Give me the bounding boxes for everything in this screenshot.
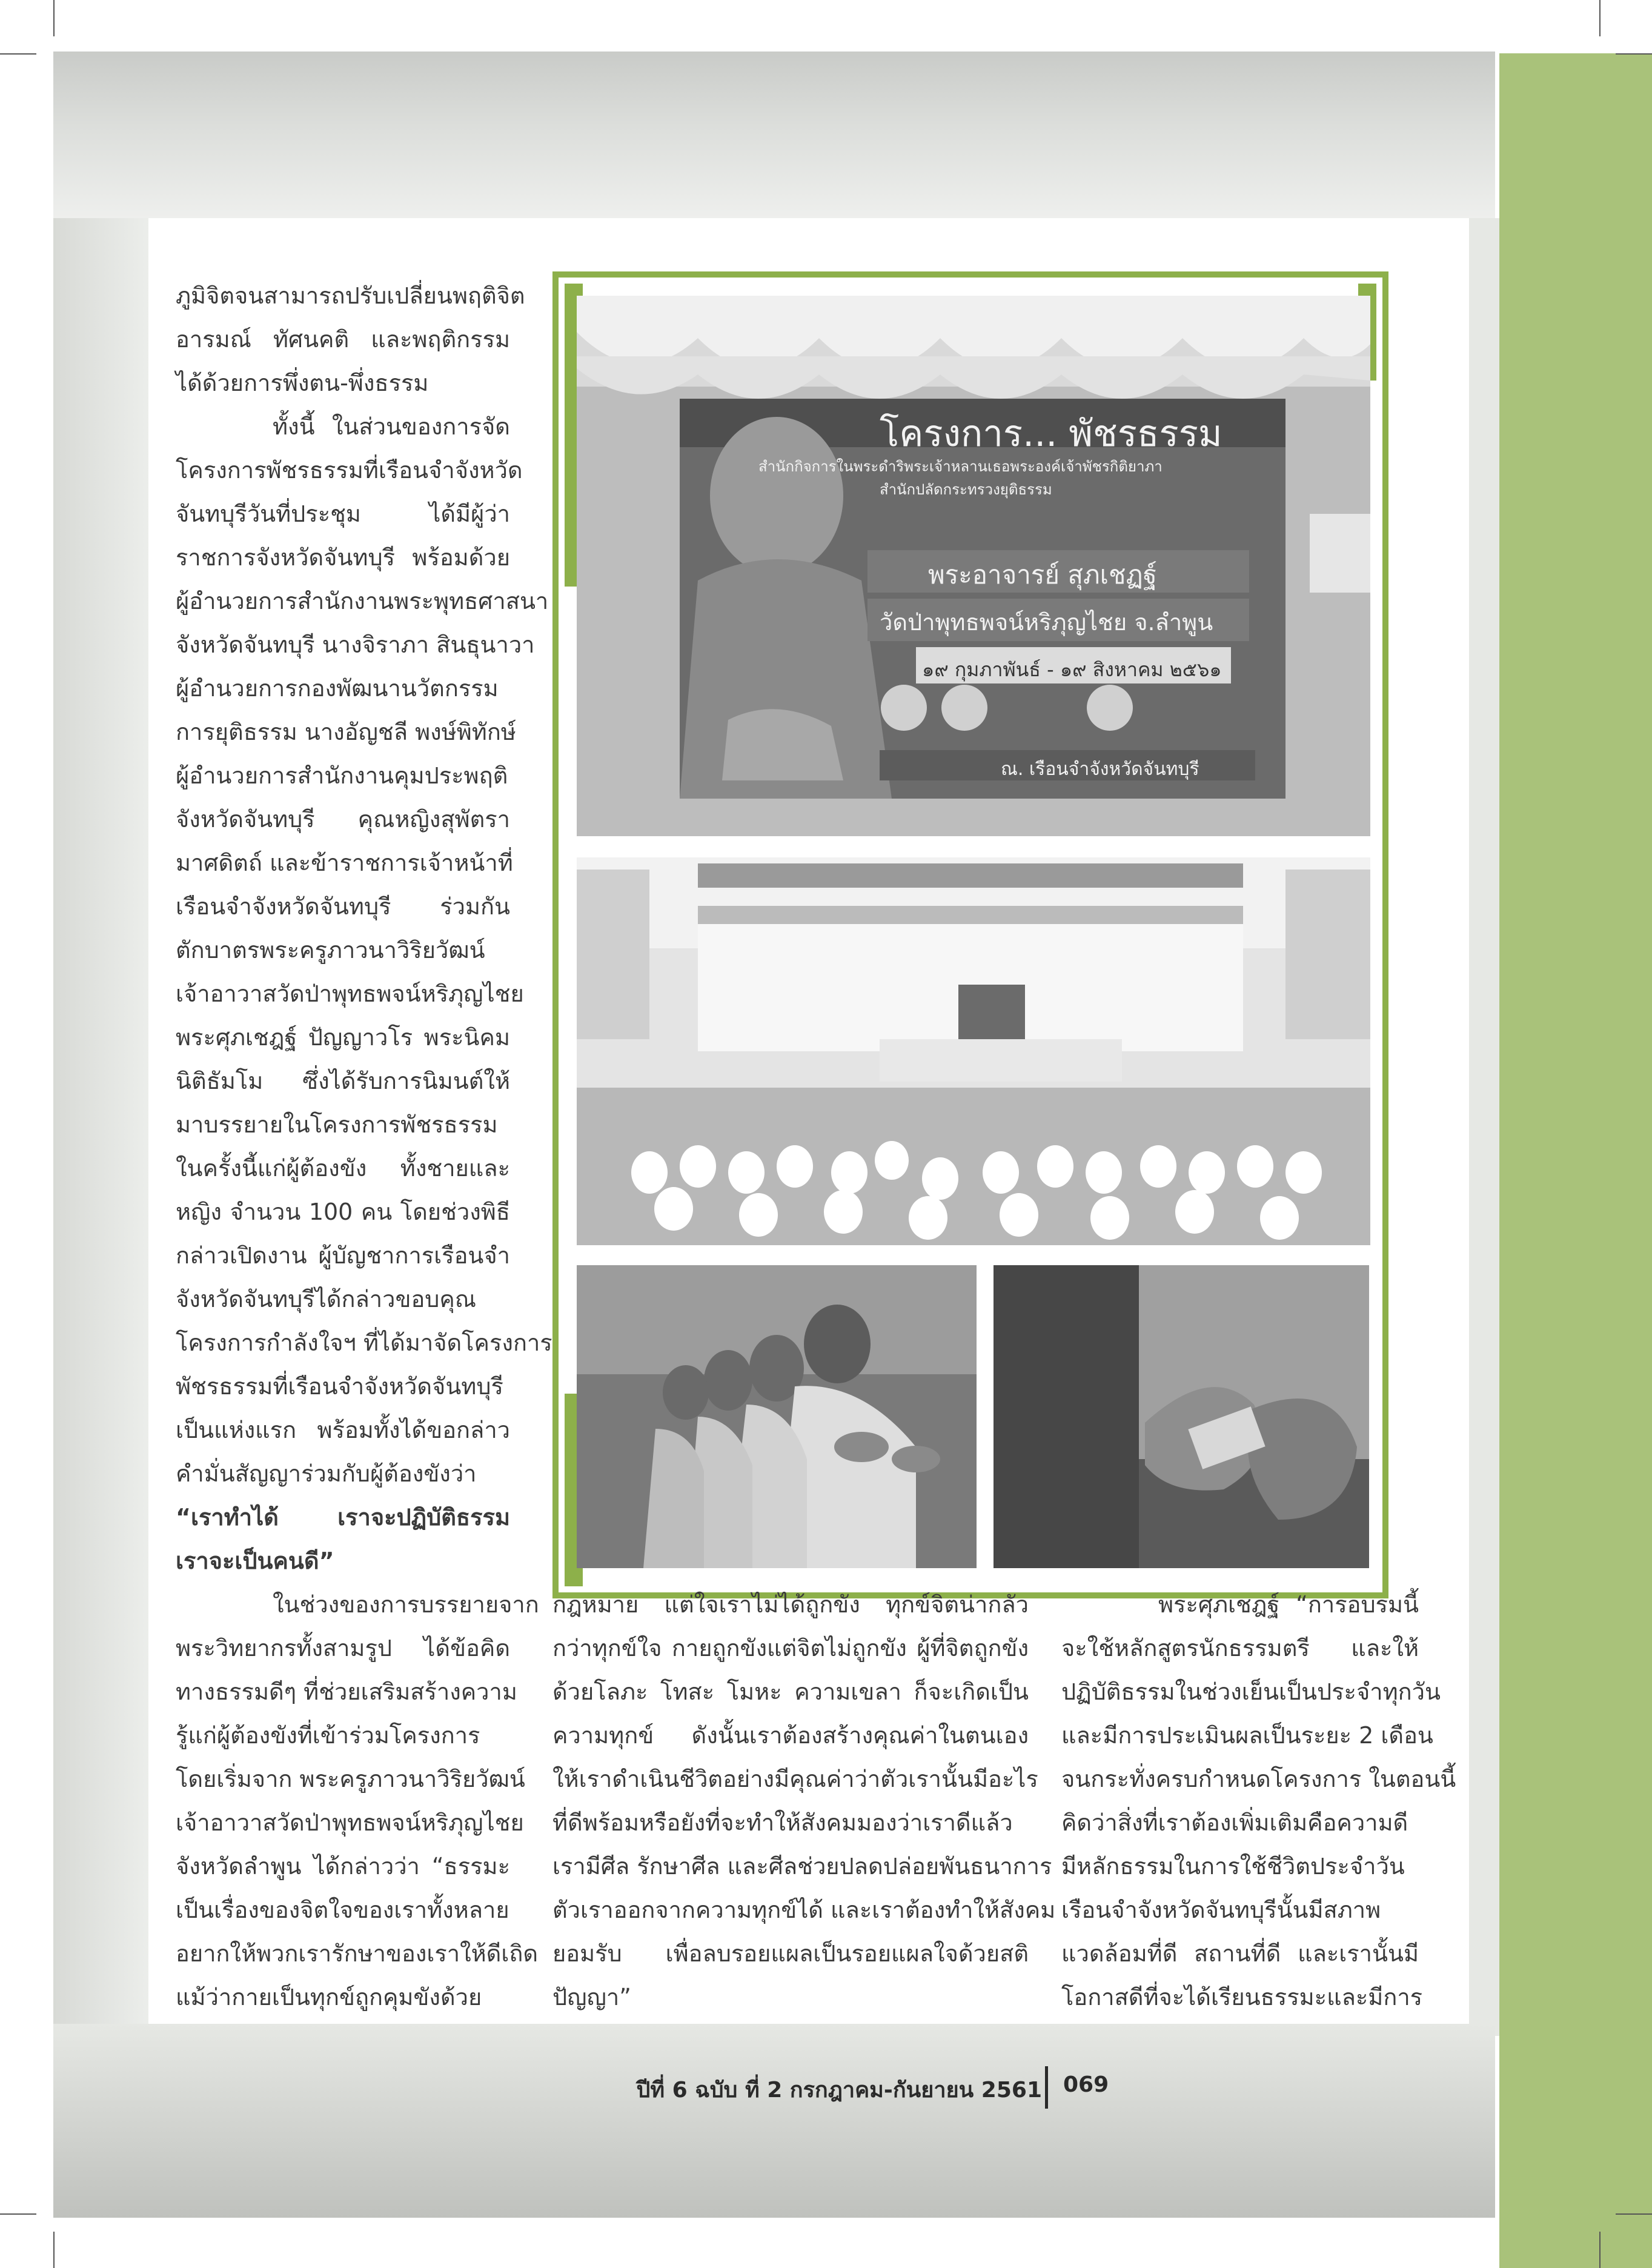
banner-photo <box>577 296 1370 836</box>
crop-mark <box>1616 53 1652 55</box>
text-line: คำมั่นสัญญาร่วมกับผู้ต้องขังว่า <box>176 1460 477 1487</box>
text-line: พัชรธรรมที่เรือนจำจังหวัดจันทบุรี <box>176 1373 503 1400</box>
text-line: เจ้าอาวาสวัดป่าพุทธพจน์หริภุญไชย <box>176 980 524 1007</box>
text-line: จะใช้หลักสูตรนักธรรมตรี และให้ <box>1061 1635 1419 1661</box>
text-line: พระศุภเชฎฐ์ “การอบรมนี้ <box>1158 1591 1419 1618</box>
text-line: เรือนจำจังหวัดจันทบุรี ร่วมกัน <box>176 893 510 920</box>
text-line: ได้ด้วยการพึ่งตน-พึ่งธรรม <box>176 370 429 396</box>
text-line: จนกระทั่งครบกำหนดโครงการ ในตอนนี้ <box>1061 1766 1456 1792</box>
text-line: ผู้อำนวยการสำนักงานพระพุทธศาสนา <box>176 588 549 614</box>
banner-dates: ๑๙ กุมภาพันธ์ - ๑๙ สิงหาคม ๒๕๖๑ <box>922 658 1222 681</box>
crop-mark <box>53 2232 55 2268</box>
text-line: นิติธัมโม ซึ่งได้รับการนิมนต์ให้ <box>176 1068 510 1094</box>
text-line: ผู้อำนวยการกองพัฒนานวัตกรรม <box>176 675 499 702</box>
text-line: อยากให้พวกเรารักษาของเราให้ดีเถิด <box>176 1940 539 1967</box>
text-line: จังหวัดจันทบุรี คุณหญิงสุพัตรา <box>176 806 510 833</box>
text-line: จังหวัดจันทบุรีได้กล่าวขอบคุณ <box>176 1286 477 1312</box>
text-line: รู้แก่ผู้ต้องขังที่เข้าร่วมโครงการ <box>176 1722 480 1749</box>
page-number: 069 <box>1063 2072 1109 2097</box>
crop-mark <box>0 2213 36 2215</box>
text-line: จังหวัดจันทบุรี นางจิราภา สินธุนาวา <box>176 631 535 658</box>
text-line: กว่าทุกข์ใจ กายถูกขังแต่จิตไม่ถูกขัง ผู้ที่จิตถูกขัง <box>552 1635 1029 1661</box>
text-line: กล่าวเปิดงาน ผู้บัญชาการเรือนจำ <box>176 1242 510 1269</box>
text-line: ตัวเราออกจากความทุกข์ได้ และเราต้องทำให้สังคม <box>552 1897 1056 1923</box>
text-line: ด้วยโลภะ โทสะ โมหะ ความเขลา ก็จะเกิดเป็น <box>552 1678 1029 1705</box>
text-line: ทั้งนี้ ในส่วนของการจัด <box>273 413 510 440</box>
footer-divider <box>1045 2066 1048 2109</box>
text-line: มาบรรยายในโครงการพัชรธรรม <box>176 1111 498 1138</box>
banner-subtitle: สำนักกิจการในพระดำริพระเจ้าหลานเธอพระองค์เจ้าพัชรกิติยาภา <box>758 458 1163 475</box>
text-line: โครงการพัชรธรรมที่เรือนจำจังหวัด <box>176 457 523 484</box>
text-line: ในครั้งนี้แก่ผู้ต้องขัง ทั้งชายและ <box>176 1155 510 1182</box>
text-line: ตักบาตรพระครูภาวนาวิริยวัฒน์ <box>176 937 485 963</box>
text-line: พระศุภเชฎฐ์ ปัญญาวโร พระนิคม <box>176 1024 510 1051</box>
left-background-image <box>53 218 150 2036</box>
text-line: จันทบุรีวันที่ประชุม ได้มีผู้ว่า <box>176 500 510 527</box>
banner-monk-name: พระอาจารย์ สุภเชฏฐ์ <box>928 560 1157 590</box>
text-line: ให้เราดำเนินชีวิตอย่างมีคุณค่าว่าตัวเรานั้นมีอะไร <box>552 1766 1038 1792</box>
text-line: หญิง จำนวน 100 คน โดยช่วงพิธี <box>176 1199 510 1225</box>
text-line: ภูมิจิตจนสามารถปรับเปลี่ยนพฤติจิต <box>176 282 525 309</box>
header-background-image <box>53 52 1495 218</box>
quote-line: เราจะเป็นคนดี” <box>176 1548 334 1574</box>
text-line: เจ้าอาวาสวัดป่าพุทธพจน์หริภุญไชย <box>176 1809 524 1836</box>
banner-title: โครงการ... พัชรธรรม <box>880 413 1222 455</box>
middle-column <box>552 1583 1056 2019</box>
praying-photo <box>577 1265 977 1568</box>
text-line: อารมณ์ ทัศนคติ และพฤติกรรม <box>176 326 510 353</box>
text-line: พระวิทยากรทั้งสามรูป ได้ข้อคิด <box>176 1635 510 1661</box>
text-line: และมีการประเมินผลเป็นระยะ 2 เดือน <box>1061 1722 1433 1749</box>
crop-mark <box>1599 2232 1601 2268</box>
text-line: การยุติธรรม นางอัญชลี พงษ์พิทักษ์ <box>176 719 516 745</box>
text-line: โครงการกำลังใจฯ ที่ได้มาจัดโครงการ <box>176 1329 552 1356</box>
text-line: ปัญญา” <box>552 1984 631 2010</box>
text-line: ทางธรรมดีๆ ที่ช่วยเสริมสร้างความ <box>176 1678 517 1705</box>
banner-venue: ณ. เรือนจำจังหวัดจันทบุรี <box>1001 759 1199 780</box>
left-column <box>176 274 552 2019</box>
text-line: มีหลักธรรมในการใช้ชีวิตประจำวัน <box>1061 1853 1405 1880</box>
text-line: ในช่วงของการบรรยายจาก <box>273 1591 539 1618</box>
text-line: เป็นเรื่องของจิตใจของเราทั้งหลาย <box>176 1897 509 1923</box>
right-background-edge <box>1469 218 1499 2036</box>
text-line: จังหวัดลำพูน ได้กล่าวว่า “ธรรมะ <box>176 1853 510 1880</box>
text-line: กฎหมาย แต่ใจเราไม่ได้ถูกขัง ทุกข์จิตน่ากลัว <box>552 1591 1029 1618</box>
banner-subtitle2: สำนักปลัดกระทรวงยุติธรรม <box>880 481 1052 498</box>
footer-background-image <box>53 2024 1495 2218</box>
text-line: แม้ว่ากายเป็นทุกข์ถูกคุมขังด้วย <box>176 1984 482 2010</box>
text-line: ความทุกข์ ดังนั้นเราต้องสร้างคุณค่าในตนเอง <box>552 1722 1029 1749</box>
text-line: โอกาสดีที่จะได้เรียนธรรมะและมีการ <box>1061 1984 1423 2010</box>
hall-photo <box>577 857 1370 1245</box>
quote-line: “เราทำได้ เราจะปฏิบัติธรรม <box>176 1504 510 1531</box>
green-side-strip <box>1499 53 1652 2268</box>
right-column <box>1061 1583 1456 2019</box>
text-line: เรือนจำจังหวัดจันทบุรีนั้นมีสภาพ <box>1061 1897 1381 1923</box>
text-line: ยอมรับ เพื่อลบรอยแผลเป็นรอยแผลใจด้วยสติ <box>552 1940 1029 1967</box>
text-line: มาศดิตถ์ และข้าราชการเจ้าหน้าที่ <box>176 850 513 876</box>
text-line: แวดล้อมที่ดี สถานที่ดี และเรานั้นมี <box>1061 1940 1419 1967</box>
text-line: โดยเริ่มจาก พระครูภาวนาวิริยวัฒน์ <box>176 1766 525 1792</box>
crop-mark <box>53 0 55 36</box>
hands-photo <box>994 1265 1369 1568</box>
text-line: ผู้อำนวยการสำนักงานคุมประพฤติ <box>176 762 508 789</box>
crop-mark <box>1599 0 1601 36</box>
crop-mark <box>0 53 36 55</box>
text-line: คิดว่าสิ่งที่เราต้องเพิ่มเติมคือความดี <box>1061 1809 1408 1836</box>
text-line: เรามีศีล รักษาศีล และศีลช่วยปลดปล่อยพันธนาการ <box>552 1853 1052 1880</box>
banner-temple: วัดป่าพุทธพจน์หริภุญไชย จ.ลำพูน <box>880 609 1213 636</box>
text-line: เป็นแห่งแรก พร้อมทั้งได้ขอกล่าว <box>176 1417 510 1443</box>
text-line: ราชการจังหวัดจันทบุรี พร้อมด้วย <box>176 544 510 571</box>
text-line: ที่ดีพร้อมหรือยังที่จะทำให้สังคมมองว่าเราดีแล้ว <box>552 1809 1013 1836</box>
crop-mark <box>1616 2213 1652 2215</box>
text-line: ปฏิบัติธรรมในช่วงเย็นเป็นประจำทุกวัน <box>1061 1678 1441 1705</box>
issue-info: ปีที่ 6 ฉบับ ที่ 2 กรกฎาคม-กันยายน 2561 <box>636 2078 1042 2103</box>
